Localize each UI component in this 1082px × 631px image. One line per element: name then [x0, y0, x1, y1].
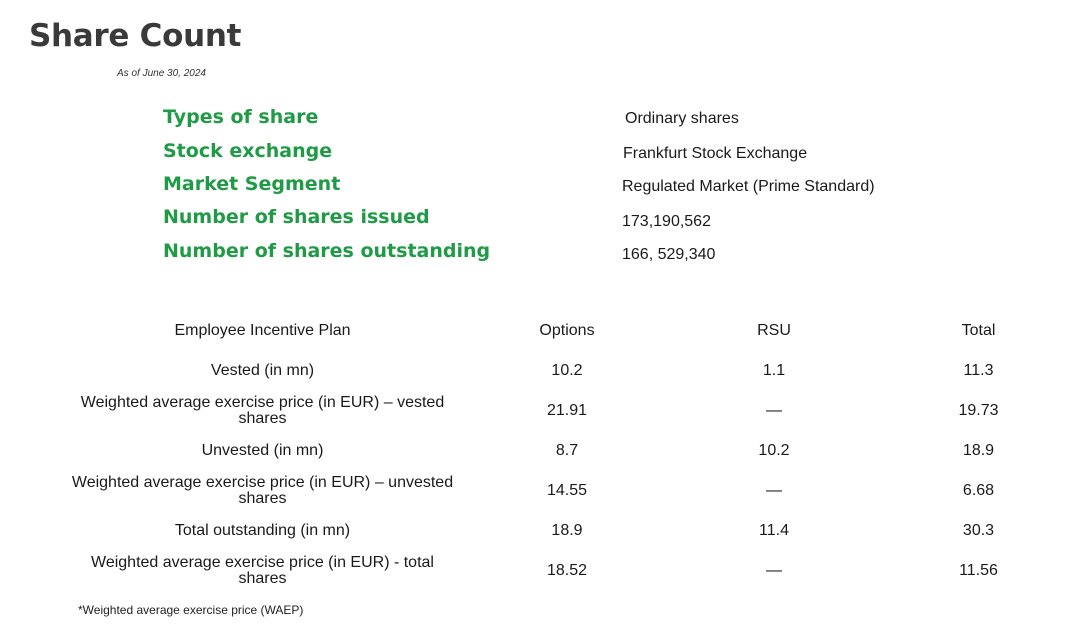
cell-total: 19.73: [958, 402, 999, 419]
cell-total: 11.56: [959, 562, 998, 579]
cell-options: 8.7: [555, 442, 579, 459]
cell-rsu: —: [766, 562, 782, 579]
cell-options: 14.55: [546, 482, 588, 499]
cell-total: 30.3: [962, 522, 995, 539]
as-of-date: As of June 30, 2024: [117, 68, 206, 79]
footnote: *Weighted average exercise price (WAEP): [78, 603, 304, 617]
detail-value-shares-outstanding: 166, 529,340: [622, 246, 716, 263]
cell-total: 11.3: [963, 362, 994, 379]
cell-options: 10.2: [551, 362, 583, 379]
detail-value-shares-issued: 173,190,562: [622, 213, 711, 230]
table-row: [65, 391, 1077, 431]
table-row: [65, 511, 1077, 551]
cell-rsu: 1.1: [762, 362, 786, 379]
header-rsu: RSU: [757, 322, 791, 339]
header-options: Options: [539, 322, 595, 339]
cell-rsu: —: [766, 482, 782, 499]
table-row: [65, 471, 1077, 511]
detail-label-market-segment: Market Segment: [163, 173, 341, 195]
header-total: Total: [961, 322, 996, 339]
detail-label-stock-exchange: Stock exchange: [163, 140, 333, 162]
row-label: Weighted average exercise price (in EUR) – vested shares: [80, 394, 445, 427]
row-label: Weighted average exercise price (in EUR) – unvested shares: [71, 474, 454, 507]
cell-options: 18.9: [551, 522, 583, 539]
cell-total: 18.9: [962, 442, 995, 459]
detail-label-shares-outstanding: Number of shares outstanding: [163, 240, 491, 262]
cell-rsu: 10.2: [758, 442, 790, 459]
row-label: Weighted average exercise price (in EUR) - total shares: [91, 554, 434, 587]
cell-options: 21.91: [546, 402, 588, 419]
page-title: Share Count: [29, 18, 242, 54]
table-row: [65, 431, 1077, 471]
row-label: Vested (in mn): [210, 362, 315, 379]
detail-value-types-of-share: Ordinary shares: [625, 110, 739, 127]
row-label: Unvested (in mn): [201, 442, 324, 459]
table-header-row: [65, 311, 1077, 351]
detail-value-stock-exchange: Frankfurt Stock Exchange: [623, 145, 808, 162]
header-plan: Employee Incentive Plan: [174, 322, 351, 339]
detail-value-market-segment: Regulated Market (Prime Standard): [622, 178, 875, 195]
detail-label-types-of-share: Types of share: [163, 106, 319, 128]
cell-total: 6.68: [962, 482, 995, 499]
table-row: [65, 551, 1077, 591]
cell-rsu: 11.4: [759, 522, 789, 539]
cell-rsu: —: [766, 402, 782, 419]
cell-options: 18.52: [546, 562, 588, 579]
table-row: [65, 351, 1077, 391]
detail-label-shares-issued: Number of shares issued: [163, 206, 430, 228]
row-label: Total outstanding (in mn): [174, 522, 351, 539]
incentive-plan-table: [65, 311, 1077, 591]
